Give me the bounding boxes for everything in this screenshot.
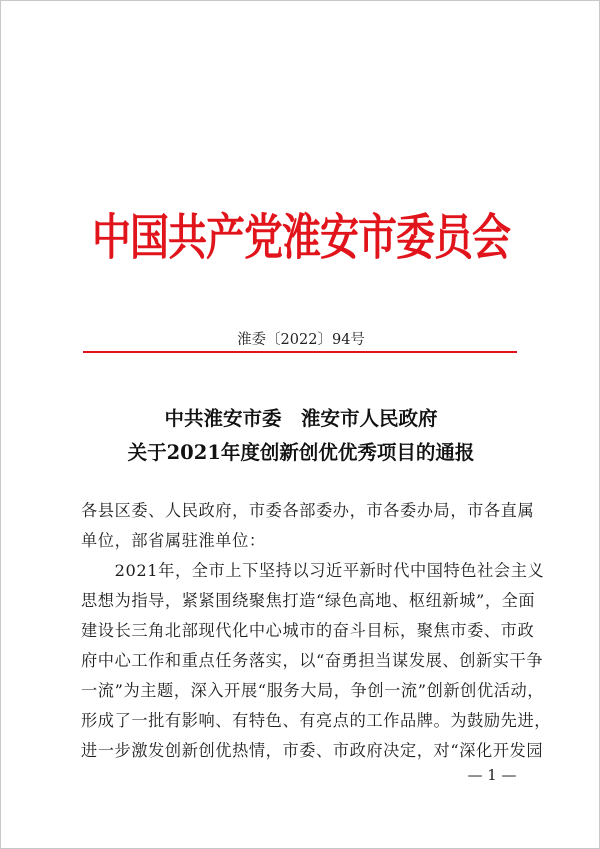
- notice-title-line-1: 中共淮安市委 淮安市人民政府: [164, 407, 438, 430]
- body-line: 思想为指导，紧紧围绕聚焦打造“绿色高地、枢纽新城”，全面: [81, 591, 536, 610]
- red-separator-line: [83, 351, 517, 353]
- body-line: 府中心工作和重点任务落实，以“奋勇担当谋发展、创新实干争: [81, 651, 544, 670]
- document-number: 淮委〔2022〕94号: [237, 332, 365, 348]
- masthead-title: 中国共产党淮安市委员会: [91, 210, 510, 267]
- body-line: 形成了一批有影响、有特色、有亮点的工作品牌。为鼓励先进，: [81, 711, 552, 730]
- body-line: 进一步激发创新创优热情，市委、市政府决定，对“深化开发园: [81, 741, 544, 760]
- notice-title-line-2: 关于2021年度创新创优优秀项目的通报: [127, 441, 475, 464]
- body-line: 2021年，全市上下坚持以习近平新时代中国特色社会主义: [81, 561, 545, 580]
- body-line: 单位，部省属驻淮单位：: [81, 531, 266, 550]
- body-line: 一流”为主题，深入开展“服务大局，争创一流”创新创优活动，: [81, 681, 545, 700]
- body-line: 各县区委、人民政府，市委各部委办，市各委办局，市各直属: [81, 501, 535, 520]
- page-number: — 1 —: [467, 766, 517, 784]
- body-line: 建设长三角北部现代化中心城市的奋斗目标，聚焦市委、市政: [81, 621, 535, 640]
